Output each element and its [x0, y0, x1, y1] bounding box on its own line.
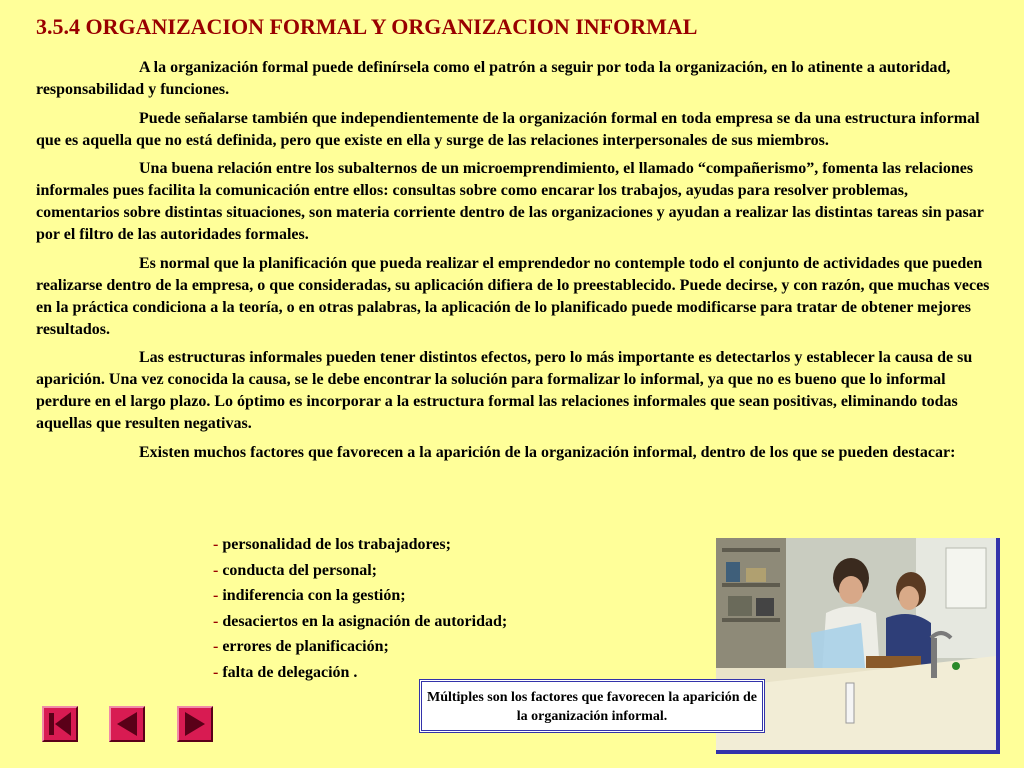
list-dash: - [213, 561, 223, 579]
factor-text: errores de planificación; [222, 638, 389, 655]
paragraph-informal-structure: Puede señalarse también que independientemente de la organización formal en toda empresa se da una estructura informal que es aquella que no está definida, pero que existe en ella y surge de las relaciones interpersonales de sus miembros. [36, 109, 980, 149]
list-dash: - [213, 612, 223, 630]
paragraph-effects: Las estructuras informales pueden tener distintos efectos, pero lo más importante es detectarlos y establecer la causa de su aparición. Una vez conocida la causa, se le debe encontrar la solución para formalizar lo informal, ya que no es bueno que lo informal perdure en el largo plazo. Lo óptimo es incorporar a la estructura formal las relaciones informales que sean positivas, eliminando todas aquellas que resulten negativas. [36, 349, 973, 432]
list-item [213, 583, 507, 609]
factor-text: indiferencia con la gestión; [222, 587, 406, 604]
list-dash: - [213, 536, 223, 553]
list-dash: - [213, 638, 223, 655]
next-slide-button[interactable] [177, 706, 213, 742]
first-slide-icon [44, 708, 76, 740]
paragraph-companerismo: Una buena relación entre los subalternos de un microemprendimiento, el llamado “compañerismo”, fomenta las relaciones informales pues facilita la comunicación entre ellos: consultas sobre como encarar los trabajos, ayudas para resolver problemas, comentarios sobre distintas situaciones, son materia corriente dentro de las organizaciones y ayudan a realizar las distintas tareas sin pasar por el filtro de las autoridades formales. [36, 160, 984, 243]
factors-list [213, 532, 507, 685]
list-item [213, 532, 507, 558]
first-slide-button[interactable] [42, 706, 78, 742]
next-slide-icon [179, 708, 211, 740]
paragraph-planning: Es normal que la planificación que pueda realizar el emprendedor no contemple todo el conjunto de actividades que pueden realizarse dentro de la empresa, o que consideradas, su aplicación difiera de lo preestablecido. Puede decirse, y con razón, que muchas veces en la práctica condiciona a la teoría, o en otras palabras, la aplicación de lo planificado puede modificarse para tratar de obtener mejores resultados. [36, 254, 990, 338]
list-dash: - [213, 663, 223, 681]
paragraph-formal-definition: A la organización formal puede definírsela como el patrón a seguir por toda la organización, en lo atinente a autoridad, responsabilidad y funciones. [36, 59, 951, 98]
factor-text: falta de delegación . [222, 663, 358, 681]
list-item [213, 609, 507, 635]
factor-text: personalidad de los trabajadores; [222, 536, 451, 553]
factor-text: conducta del personal; [222, 561, 377, 579]
list-item [213, 634, 507, 660]
list-dash: - [213, 587, 223, 604]
factor-text: desaciertos en la asignación de autoridad; [222, 612, 508, 630]
page-title: 3.5.4 ORGANIZACION FORMAL Y ORGANIZACION INFORMAL [36, 14, 698, 39]
paragraph-factors-intro: Existen muchos factores que favorecen a la aparición de la organización informal, dentro de los que se pueden destacar: [139, 443, 956, 461]
photo-caption: Múltiples son los factores que favorecen la aparición de la organización informal. [419, 679, 765, 733]
previous-slide-icon [111, 708, 143, 740]
previous-slide-button[interactable] [109, 706, 145, 742]
body-text [36, 57, 991, 470]
list-item [213, 558, 507, 584]
